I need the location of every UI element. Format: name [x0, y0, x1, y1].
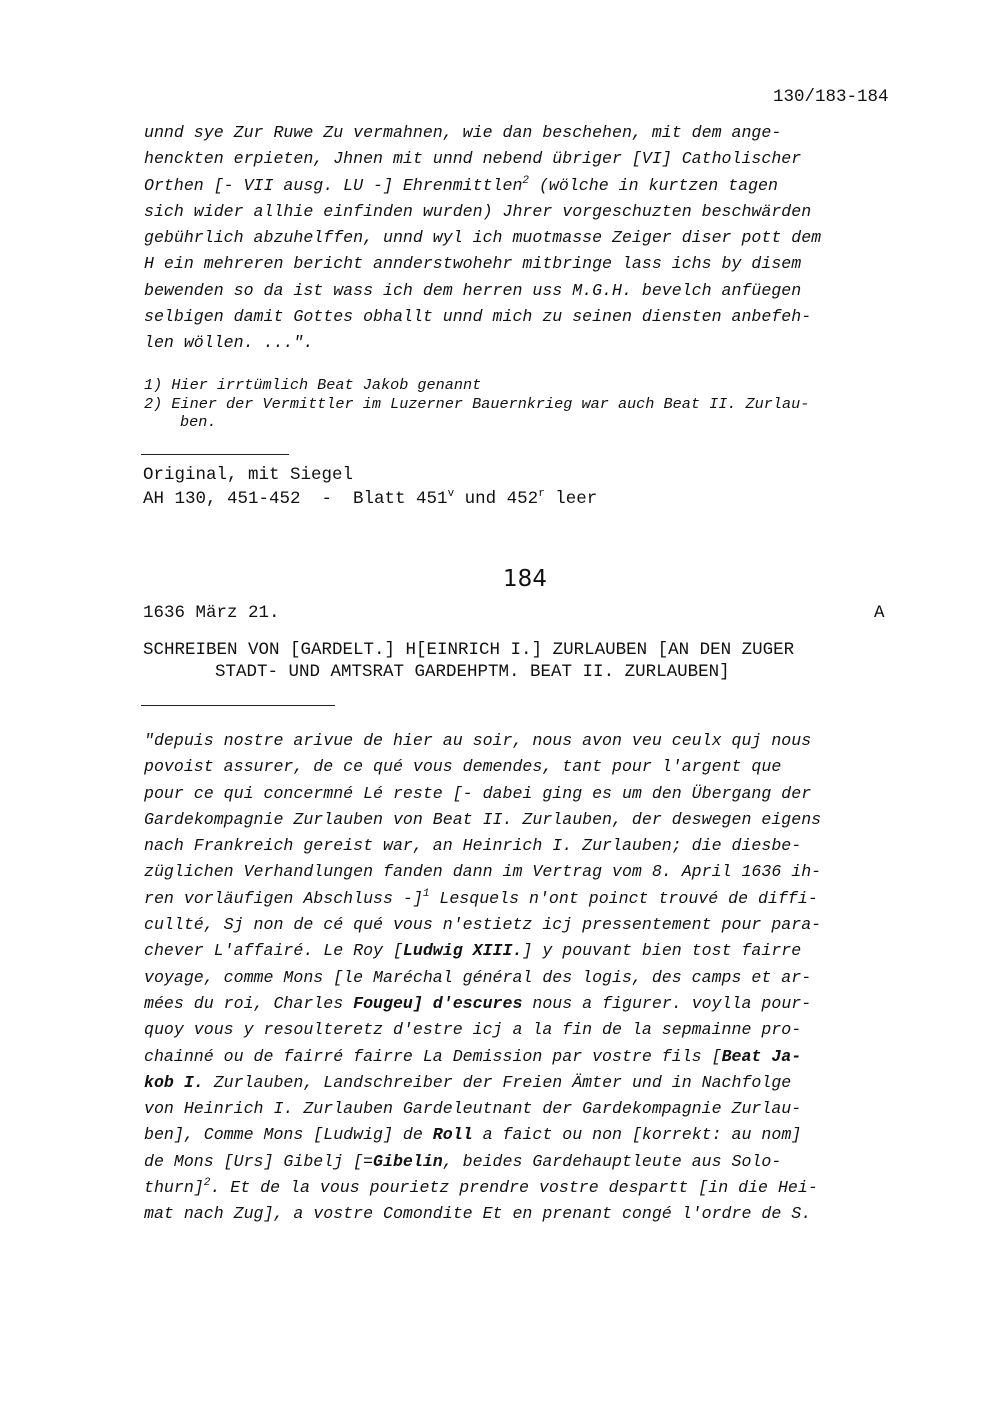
footnote-ref: 2	[522, 174, 530, 187]
text-line: Orthen [- VII ausg. LU -] Ehrenmittlen$^2$ (wölche in kurtzen tagen	[144, 174, 778, 195]
source-line: AH 130, 451-452 - Blatt 451$^v$ und 452$^r$ leer	[143, 487, 598, 509]
bold-name: kob I.	[144, 1072, 204, 1092]
source-line: Original, mit Siegel	[143, 465, 354, 485]
text-line: chever L'affairé. Le Roy [Ludwig XIII.] y pouvant bien tost fairre	[144, 941, 802, 961]
text-line: de Mons [Urs] Gibelj [=Gibelin, beides Gardehauptleute aus Solo-	[144, 1151, 782, 1171]
text-line: henckten erpieten, Jhnen mit unnd nebend übriger [VI] Catholischer	[144, 149, 802, 169]
bold-name: Fougeu] d'escures	[353, 993, 523, 1013]
text-line: pour ce qui concermné Lé reste [- dabei ging es um den Übergang der	[144, 783, 812, 803]
text-line: bewenden so da ist wass ich dem herren uss M.G.H. bevelch anfüegen	[144, 280, 802, 300]
text-line: kob I. Zurlauben, Landschreiber der Freien Ämter und in Nachfolge	[144, 1072, 792, 1092]
heading-line: STADT- UND AMTSRAT GARDEHPTM. BEAT II. ZURLAUBEN]	[215, 662, 730, 682]
bold-name: Beat Ja-	[721, 1046, 802, 1066]
letter-184-text	[144, 728, 821, 1228]
footnote-ref: 1	[422, 887, 430, 900]
source-note	[143, 464, 597, 511]
text-line: gebührlich abzuhelffen, unnd wyl ich muotmasse Zeiger diser pott dem	[144, 228, 822, 248]
text-line: von Heinrich I. Zurlauben Gardeleutnant der Gardekompagnie Zurlau-	[144, 1099, 802, 1119]
text-line: H ein mehreren bericht annderstwohehr mitbringe lass ichs by disem	[144, 254, 802, 274]
divider	[141, 705, 335, 706]
document-date: 1636 März 21.	[143, 603, 280, 623]
page-reference: 130/183-184	[773, 87, 889, 107]
text-line: voyage, comme Mons [le Maréchal général des logis, des camps et ar-	[144, 967, 812, 987]
footnote-ref: 2	[203, 1177, 211, 1190]
bold-name: Ludwig XIII.	[402, 941, 523, 961]
text-line: "depuis nostre arivue de hier au soir, nous avon veu ceulx quj nous	[144, 731, 812, 750]
footnote: 1) Hier irrtümlich Beat Jakob genannt	[144, 376, 482, 394]
text-line: mées du roi, Charles Fougeu] d'escures nous a figurer. voylla pour-	[144, 993, 812, 1013]
text-line: Gardekompagnie Zurlauben von Beat II. Zurlauben, der deswegen eigens	[144, 809, 822, 829]
text-line: mat nach Zug], a vostre Comondite Et en prenant congé l'ordre de S.	[144, 1204, 812, 1224]
bold-name: Roll	[432, 1125, 473, 1145]
text-line: povoist assurer, de ce qué vous demendes, tant pour l'argent que	[144, 757, 782, 777]
heading-line: SCHREIBEN VON [GARDELT.] H[EINRICH I.] ZURLAUBEN [AN DEN ZUGER	[143, 640, 795, 660]
document-number: 184	[503, 566, 547, 592]
text-line: cullté, Sj non de cé qué vous n'estietz icj pressentement pour para-	[144, 915, 822, 935]
text-line: len wöllen. ...".	[144, 333, 314, 353]
text-line: nach Frankreich gereist war, an Heinrich I. Zurlauben; die diesbe-	[144, 836, 802, 856]
text-line: unnd sye Zur Ruwe Zu vermahnen, wie dan beschehen, mit dem ange-	[144, 123, 782, 142]
text-line: selbigen damit Gottes obhallt unnd mich zu seinen diensten anbefeh-	[144, 307, 812, 327]
text-line: thurn]$^2$. Et de la vous pourietz prendre vostre despartt [in die Hei-	[144, 1177, 818, 1198]
text-line: ren vorläufigen Abschluss -]$^1$ Lesquels n'ont poinct trouvé de diffi-	[144, 887, 818, 908]
footnote-continuation: ben.	[180, 413, 217, 431]
footnote: 2) Einer der Vermittler im Luzerner Bauernkrieg war auch Beat II. Zurlau-	[144, 394, 810, 413]
bold-name: Gibelin	[373, 1151, 443, 1171]
text-line: züglichen Verhandlungen fanden dann im Vertrag vom 8. April 1636 ih-	[144, 862, 822, 882]
text-line: quoy vous y resoulteretz d'estre icj a la fin de la sepmainne pro-	[144, 1020, 802, 1040]
footnotes	[144, 376, 809, 432]
text-line: chainné ou de fairré fairre La Demission par vostre fils [Beat Ja-	[144, 1046, 802, 1066]
document-heading	[143, 639, 794, 683]
divider	[141, 454, 289, 455]
letter-183-text	[144, 120, 821, 357]
text-line: ben], Comme Mons [Ludwig] de Roll a faict ou non [korrekt: au nom]	[144, 1125, 802, 1145]
text-line: sich wider allhie einfinden wurden) Jhrer vorgeschuzten beschwärden	[144, 201, 812, 221]
document-marker: A	[874, 603, 885, 623]
